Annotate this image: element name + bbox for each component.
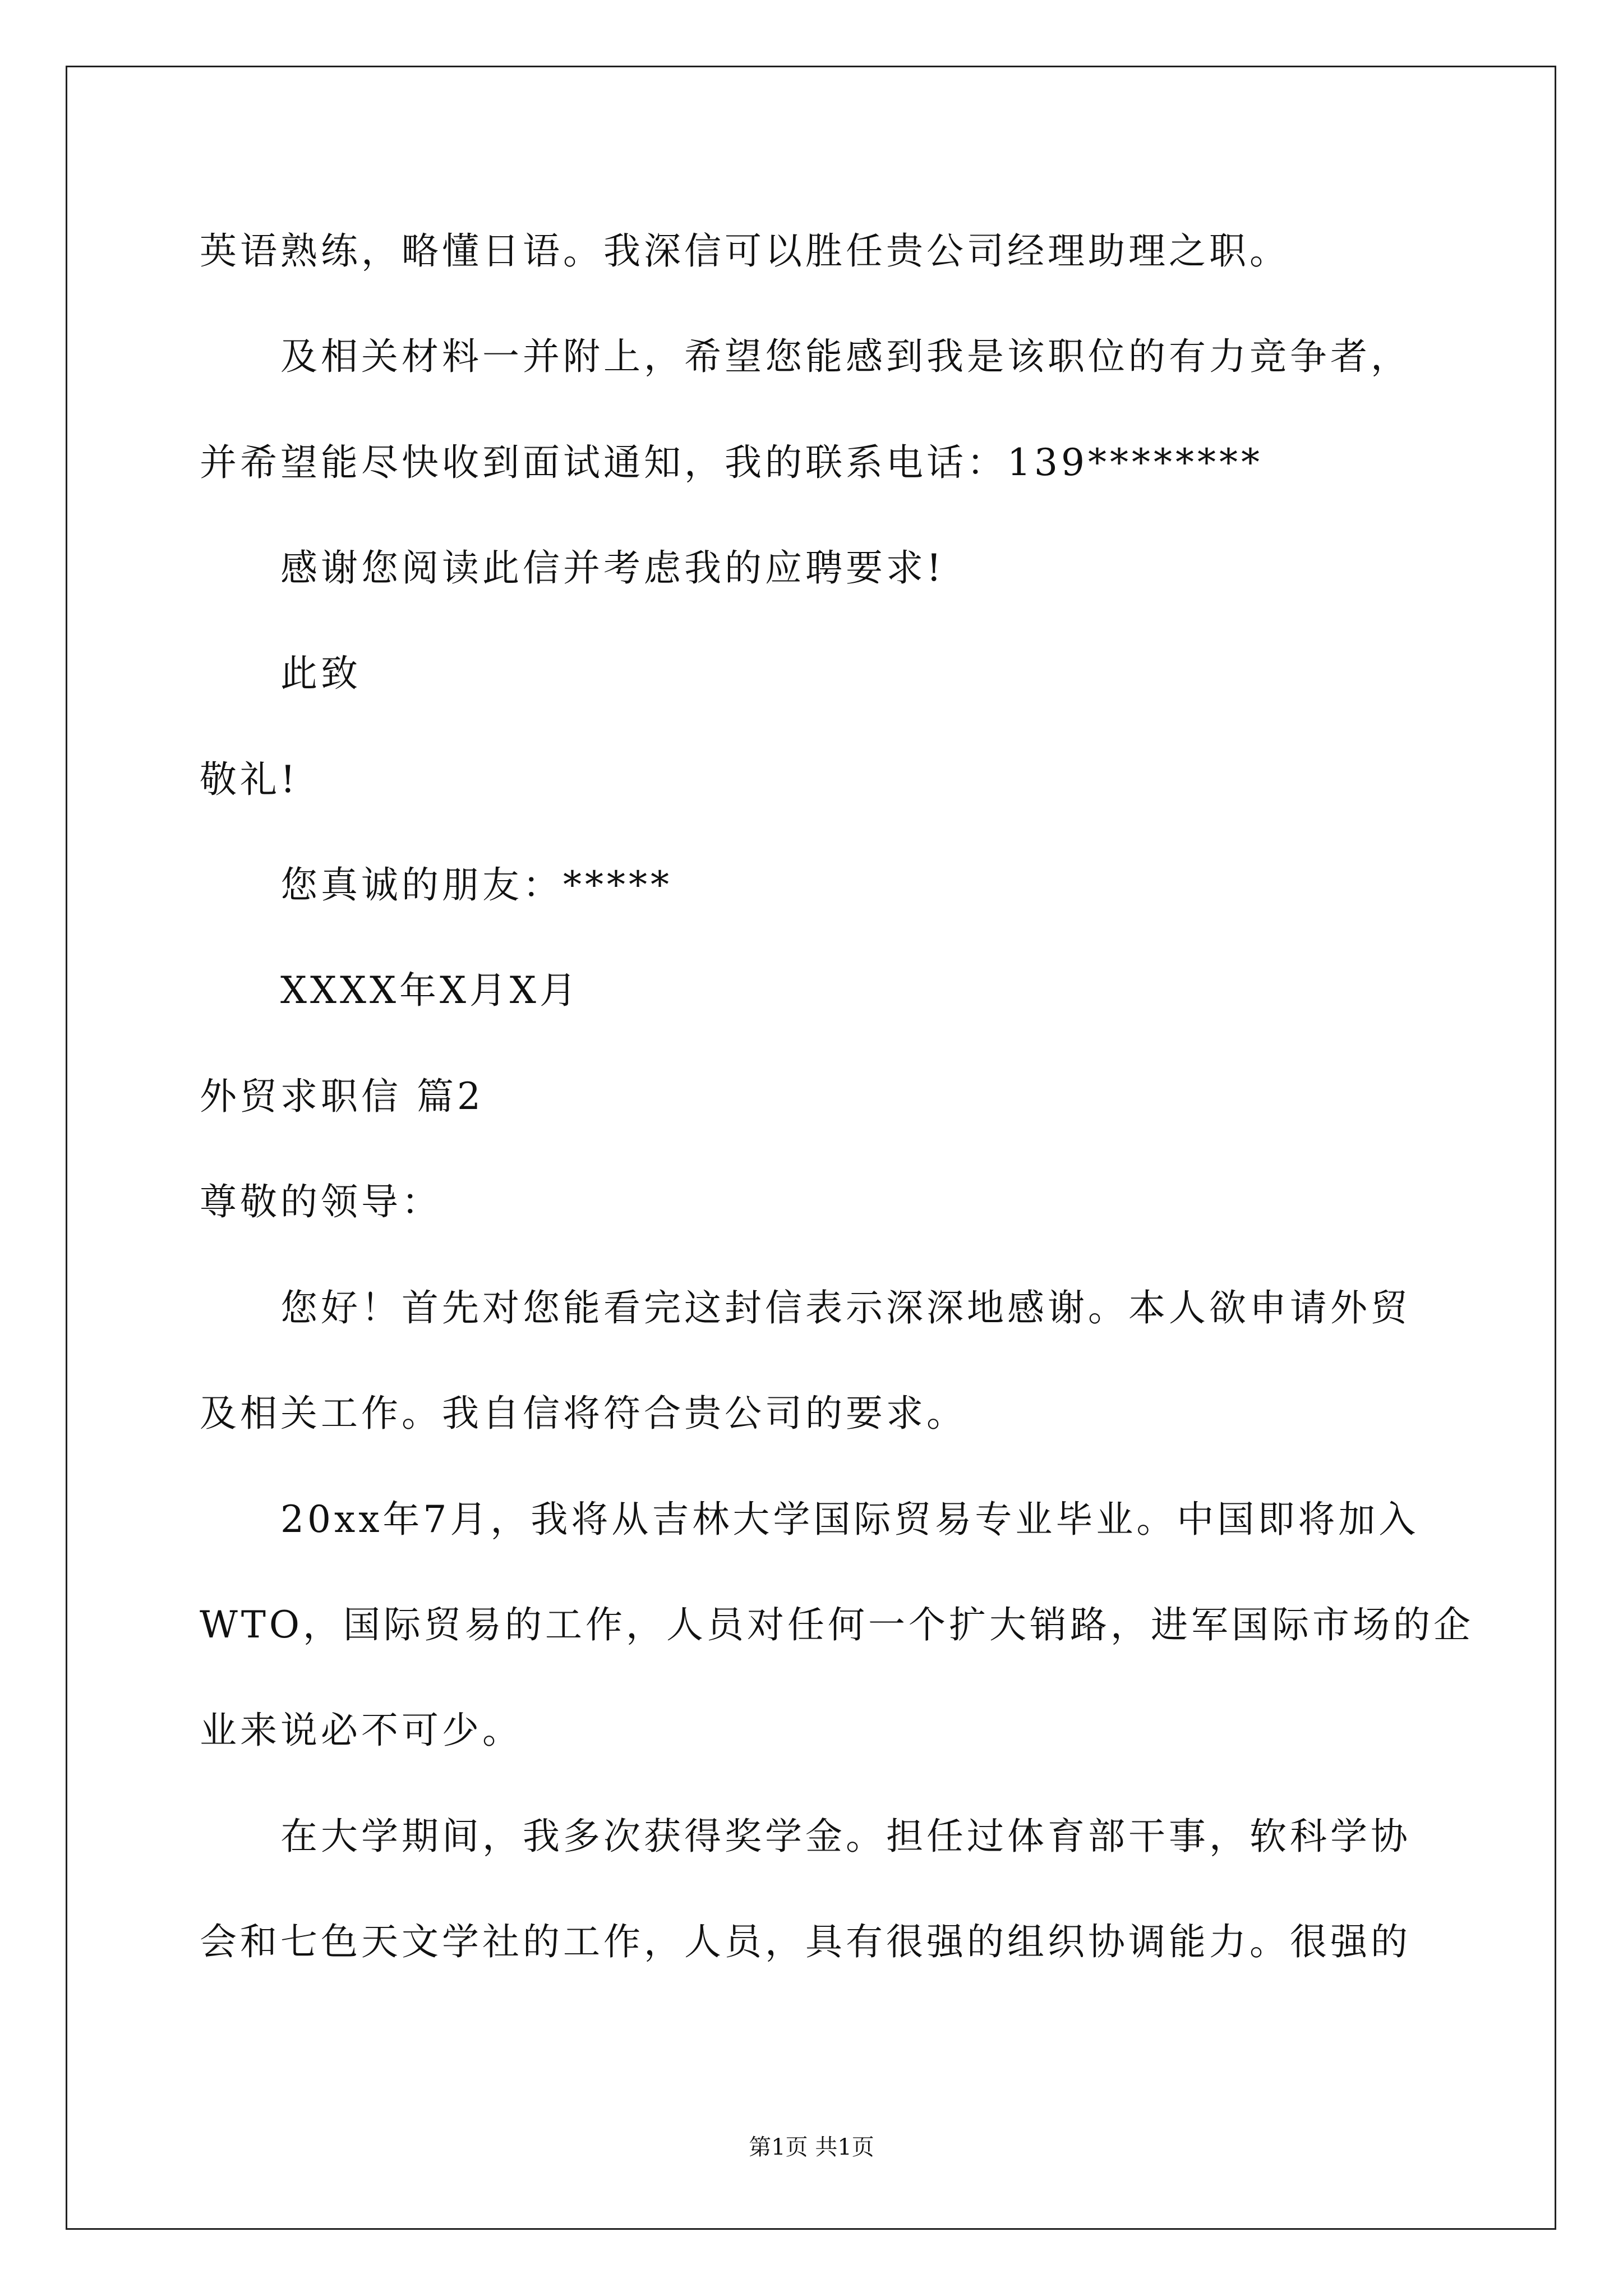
signature-line: 您真诚的朋友：***** — [280, 863, 672, 907]
text-line: 您好！首先对您能看完这封信表示深深地感谢。本人欲申请外贸 — [280, 1286, 1411, 1329]
text-line: 在大学期间，我多次获得奖学金。担任过体育部干事，软科学协 — [280, 1815, 1411, 1858]
text-line: 英语熟练，略懂日语。我深信可以胜任贵公司经理助理之职。 — [200, 229, 1290, 273]
text-line: 及相关工作。我自信将符合贵公司的要求。 — [200, 1392, 967, 1435]
page-border — [66, 66, 1556, 2230]
text-line: 20xx年7月，我将从吉林大学国际贸易专业毕业。中国即将加入 — [280, 1498, 1419, 1541]
page-footer: 第1页 共1页 — [749, 2134, 874, 2160]
closing-regards: 敬礼! — [200, 758, 299, 801]
closing-salutation: 此致 — [280, 652, 361, 695]
text-line: 并希望能尽快收到面试通知，我的联系电话：139******** — [200, 441, 1263, 484]
text-line: 业来说必不可少。 — [200, 1709, 523, 1752]
text-line: 感谢您阅读此信并考虑我的应聘要求! — [280, 546, 945, 590]
text-line: 及相关材料一并附上，希望您能感到我是该职位的有力竞争者， — [280, 335, 1411, 378]
date-line: XXXX年X月X月 — [280, 969, 580, 1012]
text-line: WTO，国际贸易的工作，人员对任何一个扩大销路，进军国际市场的企 — [200, 1603, 1474, 1646]
section-heading: 外贸求职信 篇2 — [200, 1075, 484, 1118]
greeting-line: 尊敬的领导： — [200, 1180, 442, 1223]
text-line: 会和七色天文学社的工作，人员，具有很强的组织协调能力。很强的 — [200, 1920, 1411, 1963]
